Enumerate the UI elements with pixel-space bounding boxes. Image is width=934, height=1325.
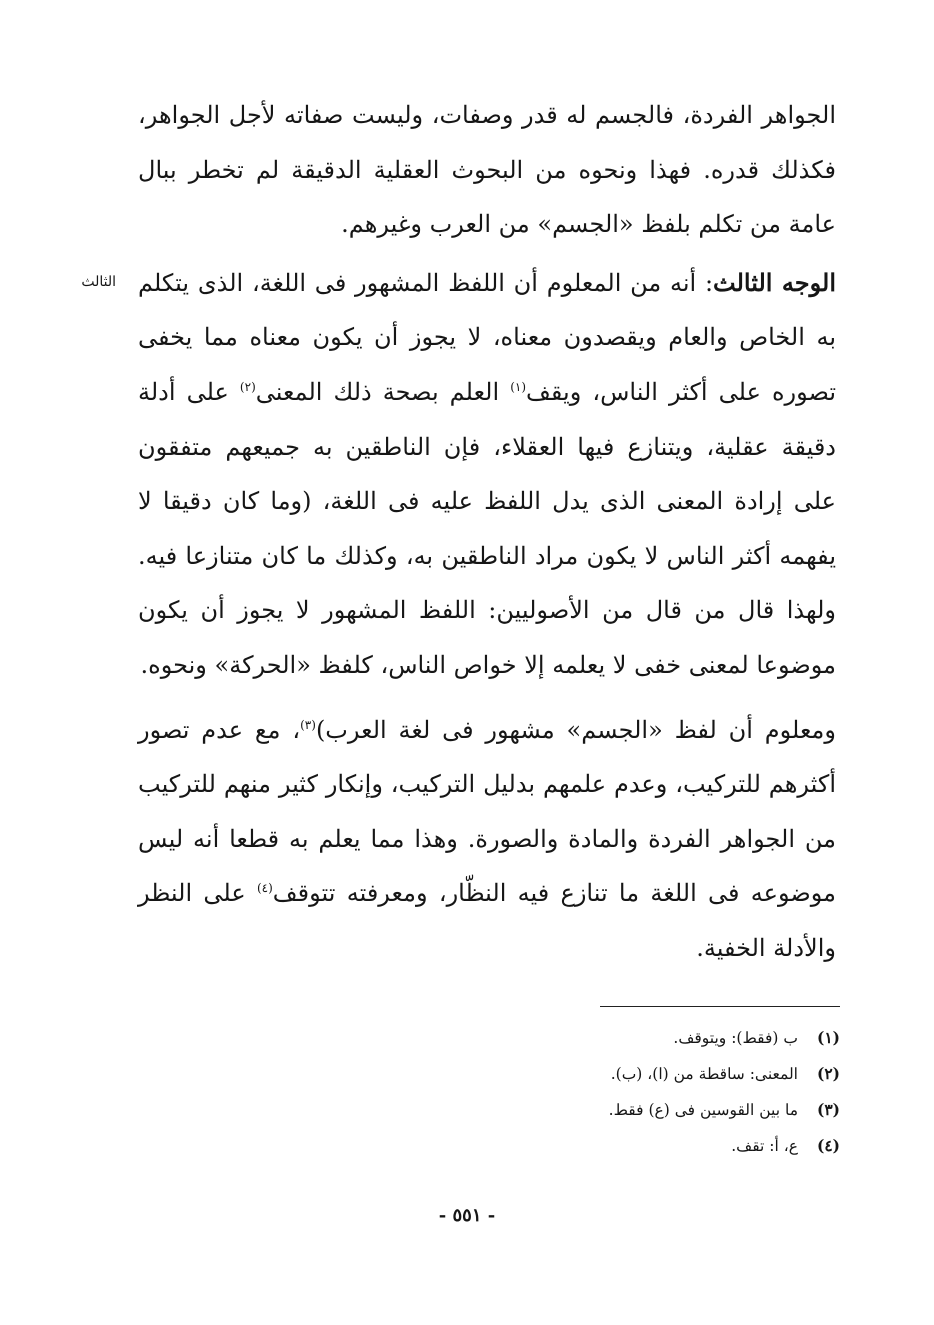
footnote-2	[300, 1056, 840, 1092]
footnote-ref-3: (٣)	[300, 717, 316, 732]
main-text	[138, 88, 836, 976]
footnote-ref-1: (١)	[510, 379, 527, 394]
footnote-number: (٣)	[816, 1100, 840, 1119]
paragraph-2-text-1: : أنه من المعلوم أن اللفظ المشهور فى اللغة، الذى يتكلم به الخاص والعام ويقصدون معناه، لا يجوز أن يكون معناه مما يخفى تصوره على أكثر الناس، ويقف	[138, 268, 837, 406]
footnote-4	[300, 1128, 840, 1164]
footnote-number: (٢)	[816, 1064, 840, 1083]
paragraph-2-text-2: العلم بصحة ذلك المعنى	[255, 377, 511, 406]
footnote-text: ب (فقط): ويتوقف.	[673, 1029, 798, 1047]
paragraph-3	[138, 703, 836, 976]
footnote-text: ما بين القوسين فى (ع) فقط.	[608, 1101, 798, 1119]
section-heading: الوجه الثالث	[713, 267, 836, 297]
paragraph-3-text-3: على النظر والأدلة الخفية.	[138, 879, 836, 962]
footnote-ref-4: (٤)	[256, 881, 273, 896]
footnote-number: (٤)	[816, 1136, 840, 1155]
paragraph-2-text-3: على أدلة دقيقة عقلية، ويتنازع فيها العقلاء، فإن الناطقين به جميعهم متفقون على إرادة المعنى الذى يدل اللفظ عليه فى اللغة، (وما كان دقيقا لا يفهمه أكثر الناس لا يكون مراد الناطقين به، وكذلك ما كان متنازعا فيه. ولهذا قال من قال من الأصوليين: اللفظ المشهور لا يجوز أن يكون موضوعا لمعنى خفى لا يعلمه إلا خواص الناس، كلفظ «الحركة» ونحوه.	[138, 377, 836, 679]
margin-note: الثالث	[81, 274, 116, 290]
paragraph-3-text-1: ومعلوم أن لفظ «الجسم» مشهور فى لغة العرب)	[315, 715, 836, 744]
footnote-1	[300, 1020, 840, 1056]
footnote-3	[300, 1092, 840, 1128]
footnotes	[300, 1020, 840, 1164]
footnote-divider	[600, 1006, 840, 1007]
page-number: - ٥٥١ -	[438, 1205, 496, 1226]
footnote-ref-2: (٢)	[239, 379, 256, 394]
paragraph-1: الجواهر الفردة، فالجسم له قدر وصفات، وليست صفاته لأجل الجواهر، فكذلك قدره. فهذا ونحوه من البحوث العقلية الدقيقة لم تخطر ببال عامة من تكلم بلفظ «الجسم» من العرب وغيرهم.	[138, 101, 836, 239]
paragraph-2	[138, 256, 836, 693]
footnote-text: ع، أ: تقف.	[731, 1137, 798, 1155]
footnote-text: المعنى: ساقطة من (ا)، (ب).	[610, 1065, 798, 1083]
paragraph-3-text-2: ، مع عدم تصور أكثرهم للتركيب، وعدم علمهم بدليل التركيب، وإنكار كثير منهم للتركيب من الجواهر الفردة والمادة والصورة. وهذا مما يعلم به قطعا أنه ليس موضوعه فى اللغة ما تنازع فيه النظّار، ومعرفته تتوقف	[138, 715, 836, 908]
footnote-number: (١)	[816, 1028, 840, 1047]
